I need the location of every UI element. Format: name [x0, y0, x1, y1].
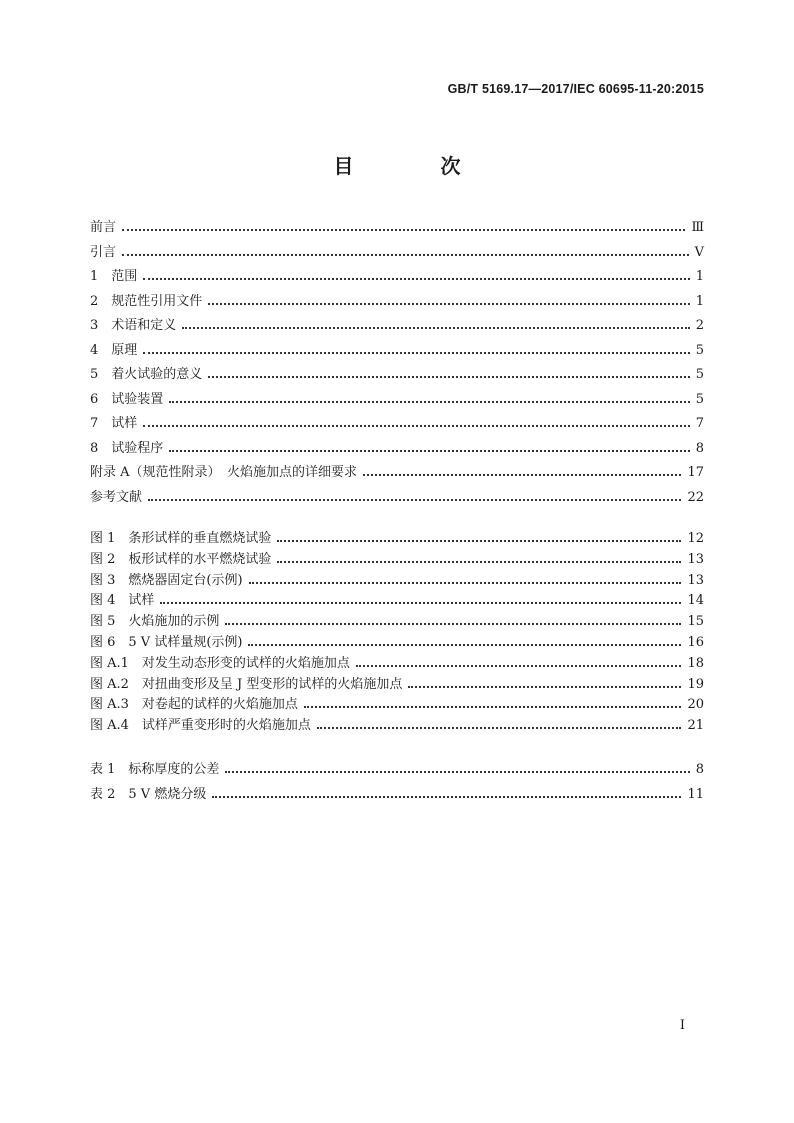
- standard-number-header: GB/T 5169.17—2017/IEC 60695-11-20:2015: [447, 82, 704, 96]
- dot-leader: [182, 327, 689, 329]
- dot-leader: [148, 499, 681, 501]
- toc-entry-page: 12: [687, 531, 704, 546]
- toc-entry-page: 14: [687, 593, 704, 609]
- toc-entry-label: 7 试样: [90, 416, 138, 431]
- dot-leader: [277, 561, 681, 563]
- toc-entry-label: 图 A.2 对扭曲变形及呈 J 型变形的试样的火焰施加点: [90, 676, 403, 692]
- toc-figure-entry[interactable]: [90, 652, 704, 673]
- dot-leader: [363, 474, 681, 476]
- dot-leader: [122, 254, 689, 256]
- toc-entry-page: 8: [695, 440, 704, 456]
- toc-entry-page: 22: [687, 489, 704, 505]
- page-number: Ⅰ: [679, 1018, 685, 1033]
- dot-leader: [208, 376, 689, 378]
- toc-entry-label: 前言: [90, 220, 117, 235]
- dot-leader: [317, 727, 682, 729]
- dot-leader: [225, 771, 689, 773]
- toc-entry-bibliography[interactable]: [90, 486, 704, 511]
- toc-entry-normative-references[interactable]: [90, 290, 704, 315]
- toc-entry-label: 6 试验装置: [90, 391, 164, 407]
- toc-entry-label: 表 2 5 V 燃烧分级: [90, 786, 207, 802]
- toc-entry-label: 图 5 火焰施加的示例: [90, 614, 220, 630]
- toc-entry-page: 1: [695, 269, 704, 284]
- toc-entry-label: 图 A.1 对发生动态形变的试样的火焰施加点: [90, 655, 350, 671]
- toc-entry-label: 图 2 板形试样的水平燃烧试验: [90, 551, 272, 567]
- toc-entry-label: 4 原理: [90, 342, 138, 358]
- dot-leader: [122, 229, 685, 231]
- dot-leader: [169, 401, 689, 403]
- toc-entry-label: 图 3 燃烧器固定台(示例): [90, 572, 243, 588]
- toc-entry-page: 18: [687, 655, 704, 671]
- toc-entry-page: 16: [687, 634, 704, 650]
- toc-figure-entry[interactable]: [90, 631, 704, 652]
- toc-figure-entry[interactable]: [90, 714, 704, 735]
- toc-sections: [90, 216, 704, 510]
- dot-leader: [225, 623, 681, 625]
- toc-entry-page: Ⅲ: [691, 220, 704, 235]
- dot-leader: [248, 644, 681, 646]
- toc-figure-entry[interactable]: [90, 548, 704, 569]
- toc-entry-page: 17: [687, 465, 704, 480]
- toc-entry-label: 表 1 标称厚度的公差: [90, 762, 220, 777]
- toc-entry-label: 5 着火试验的意义: [90, 367, 203, 382]
- toc-entry-page: 8: [695, 762, 704, 777]
- toc-table-entry[interactable]: [90, 783, 704, 808]
- toc-entry-label: 参考文献: [90, 489, 143, 505]
- toc-entry-significance[interactable]: [90, 363, 704, 388]
- dot-leader: [304, 706, 682, 708]
- dot-leader: [277, 540, 681, 542]
- dot-leader: [212, 796, 681, 798]
- toc-figure-entry[interactable]: [90, 589, 704, 610]
- toc-entry-page: 2: [695, 318, 704, 333]
- toc-tables: [90, 758, 704, 807]
- toc-entry-specimens[interactable]: [90, 412, 704, 437]
- toc-entry-page: 13: [687, 551, 704, 567]
- toc-entry-page: 19: [687, 676, 704, 692]
- toc-entry-page: 5: [695, 391, 704, 407]
- toc-entry-label: 1 范围: [90, 269, 138, 284]
- toc-entry-label: 图 A.4 试样严重变形时的火焰施加点: [90, 718, 311, 734]
- dot-leader: [208, 303, 689, 305]
- toc-entry-page: 15: [687, 614, 704, 630]
- toc-entry-page: 7: [695, 416, 704, 431]
- toc-entry-label: 图 4 试样: [90, 593, 155, 609]
- toc-entry-test-procedure[interactable]: [90, 437, 704, 462]
- toc-figure-entry[interactable]: [90, 673, 704, 694]
- toc-entry-label: 引言: [90, 244, 117, 260]
- toc-entry-annex-a[interactable]: [90, 461, 704, 486]
- toc-entry-label: 图 A.3 对卷起的试样的火焰施加点: [90, 697, 298, 713]
- toc-entry-label: 图 1 条形试样的垂直燃烧试验: [90, 531, 272, 546]
- toc-entry-label: 3 术语和定义: [90, 318, 177, 333]
- toc-figures: [90, 527, 704, 735]
- toc-entry-page: 11: [687, 786, 704, 802]
- toc-entry-page: 5: [695, 367, 704, 382]
- toc-entry-principle[interactable]: [90, 339, 704, 364]
- toc-entry-page: 21: [687, 718, 704, 734]
- toc-entry-introduction[interactable]: [90, 241, 704, 266]
- dot-leader: [169, 450, 689, 452]
- toc-entry-page: Ⅴ: [694, 244, 704, 260]
- toc-figure-entry[interactable]: [90, 569, 704, 590]
- toc-entry-terms[interactable]: [90, 314, 704, 339]
- toc-entry-label: 2 规范性引用文件: [90, 293, 203, 309]
- dot-leader: [143, 352, 689, 354]
- toc-table-entry[interactable]: [90, 758, 704, 783]
- dot-leader: [249, 582, 682, 584]
- toc-entry-page: 13: [687, 572, 704, 588]
- toc-entry-page: 20: [687, 697, 704, 713]
- dot-leader: [143, 278, 689, 280]
- toc-figure-entry[interactable]: [90, 610, 704, 631]
- toc-figure-entry[interactable]: [90, 527, 704, 548]
- dot-leader: [160, 602, 681, 604]
- toc-entry-label: 附录 A（规范性附录） 火焰施加点的详细要求: [90, 465, 358, 480]
- dot-leader: [356, 665, 682, 667]
- toc-title: 目 次: [333, 154, 501, 178]
- toc-entry-scope[interactable]: [90, 265, 704, 290]
- toc-entry-page: 1: [695, 293, 704, 309]
- dot-leader: [143, 425, 689, 427]
- toc-entry-page: 5: [695, 342, 704, 358]
- toc-entry-label: 图 6 5 V 试样量规(示例): [90, 634, 243, 650]
- toc-entry-apparatus[interactable]: [90, 388, 704, 413]
- dot-leader: [408, 686, 681, 688]
- toc-entry-label: 8 试验程序: [90, 440, 164, 456]
- toc-entry-foreword[interactable]: [90, 216, 704, 241]
- toc-figure-entry[interactable]: [90, 693, 704, 714]
